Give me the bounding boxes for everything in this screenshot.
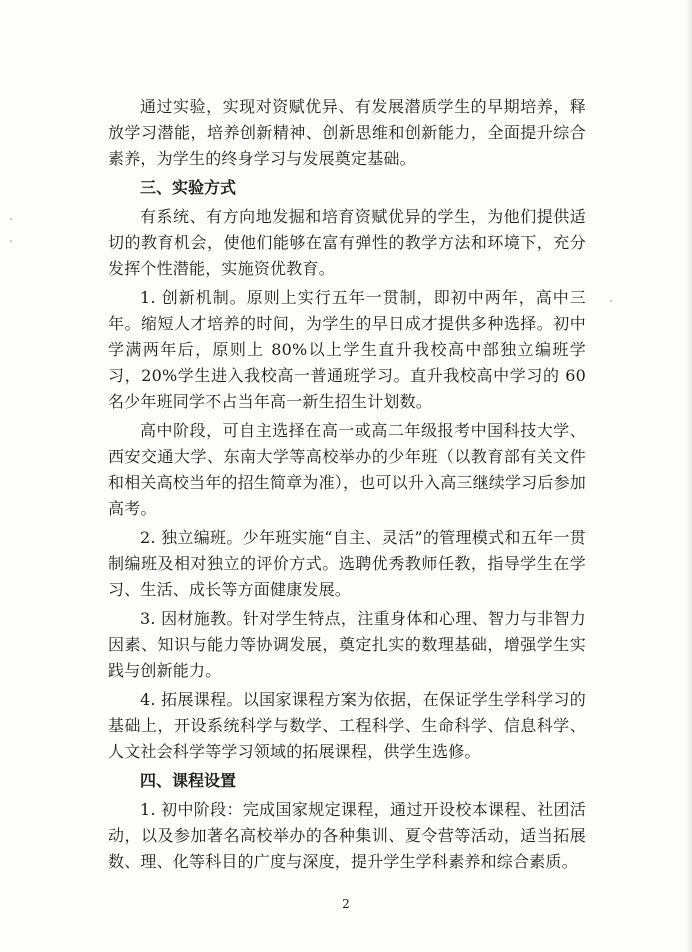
section-heading-curriculum: 四、课程设置 — [140, 771, 237, 790]
paragraph-high-school-stage: 高中阶段，可自主选择在高一或高二年级报考中国科技大学、西安交通大学、东南大学等高校举办的少年班（以教育部有关文件和相关高校当年的招生简章为准），也可以升入高三继续学习后参加高考。 — [108, 421, 587, 518]
paragraph-junior-stage: 1. 初中阶段：完成国家规定课程，通过开设校本课程、社团活动，以及参加著名高校举办的各种集训、夏令营等活动，适当拓展数、理、化等科目的广度与深度，提升学生学科素养和综合素质。 — [108, 800, 586, 871]
paragraph-individualized-teaching: 3. 因材施教。针对学生特点，注重身体和心理、智力与非智力因素、知识与能力等协调发展，奠定扎实的数理基础，增强学生实践与创新能力。 — [108, 609, 586, 680]
scan-speck — [610, 300, 612, 302]
section-heading-experiment-method: 三、实验方式 — [140, 178, 237, 197]
document-body — [108, 94, 586, 878]
page-number: 2 — [342, 897, 350, 911]
paragraph-goal: 通过实验，实现对资赋优异、有发展潜质学生的早期培养，释放学习潜能，培养创新精神、创新思维和创新能力，全面提升综合素养，为学生的终身学习与发展奠定基础。 — [108, 97, 586, 168]
scan-speck — [10, 218, 12, 220]
paragraph-method-intro: 有系统、有方向地发掘和培育资赋优异的学生，为他们提供适切的教育机会，使他们能够在富有弹性的教学方法和环境下，充分发挥个性潜能，实施资优教育。 — [108, 207, 586, 278]
paragraph-innovation-mechanism: 1. 创新机制。原则上实行五年一贯制，即初中两年，高中三年。缩短人才培养的时间，为学生的早日成才提供多种选择。初中学满两年后，原则上 80%以上学生直升我校高中部独立编班学习，20%学生进入我校高一普通班学习。直升我校高中学习的 60 名少年班同学不占当年高一新生招生计划数。 — [108, 288, 586, 411]
paragraph-independent-class: 2. 独立编班。少年班实施“自主、灵活”的管理模式和五年一贯制编班及相对独立的评价方式。选聘优秀教师任教，指导学生在学习、生活、成长等方面健康发展。 — [108, 528, 586, 599]
paragraph-extended-curriculum: 4. 拓展课程。以国家课程方案为依据，在保证学生学科学习的基础上，开设系统科学与数学、工程科学、生命科学、信息科学、人文社会科学等学习领域的拓展课程，供学生选修。 — [108, 690, 586, 761]
scan-speck — [10, 240, 12, 242]
scan-edge — [686, 0, 692, 952]
